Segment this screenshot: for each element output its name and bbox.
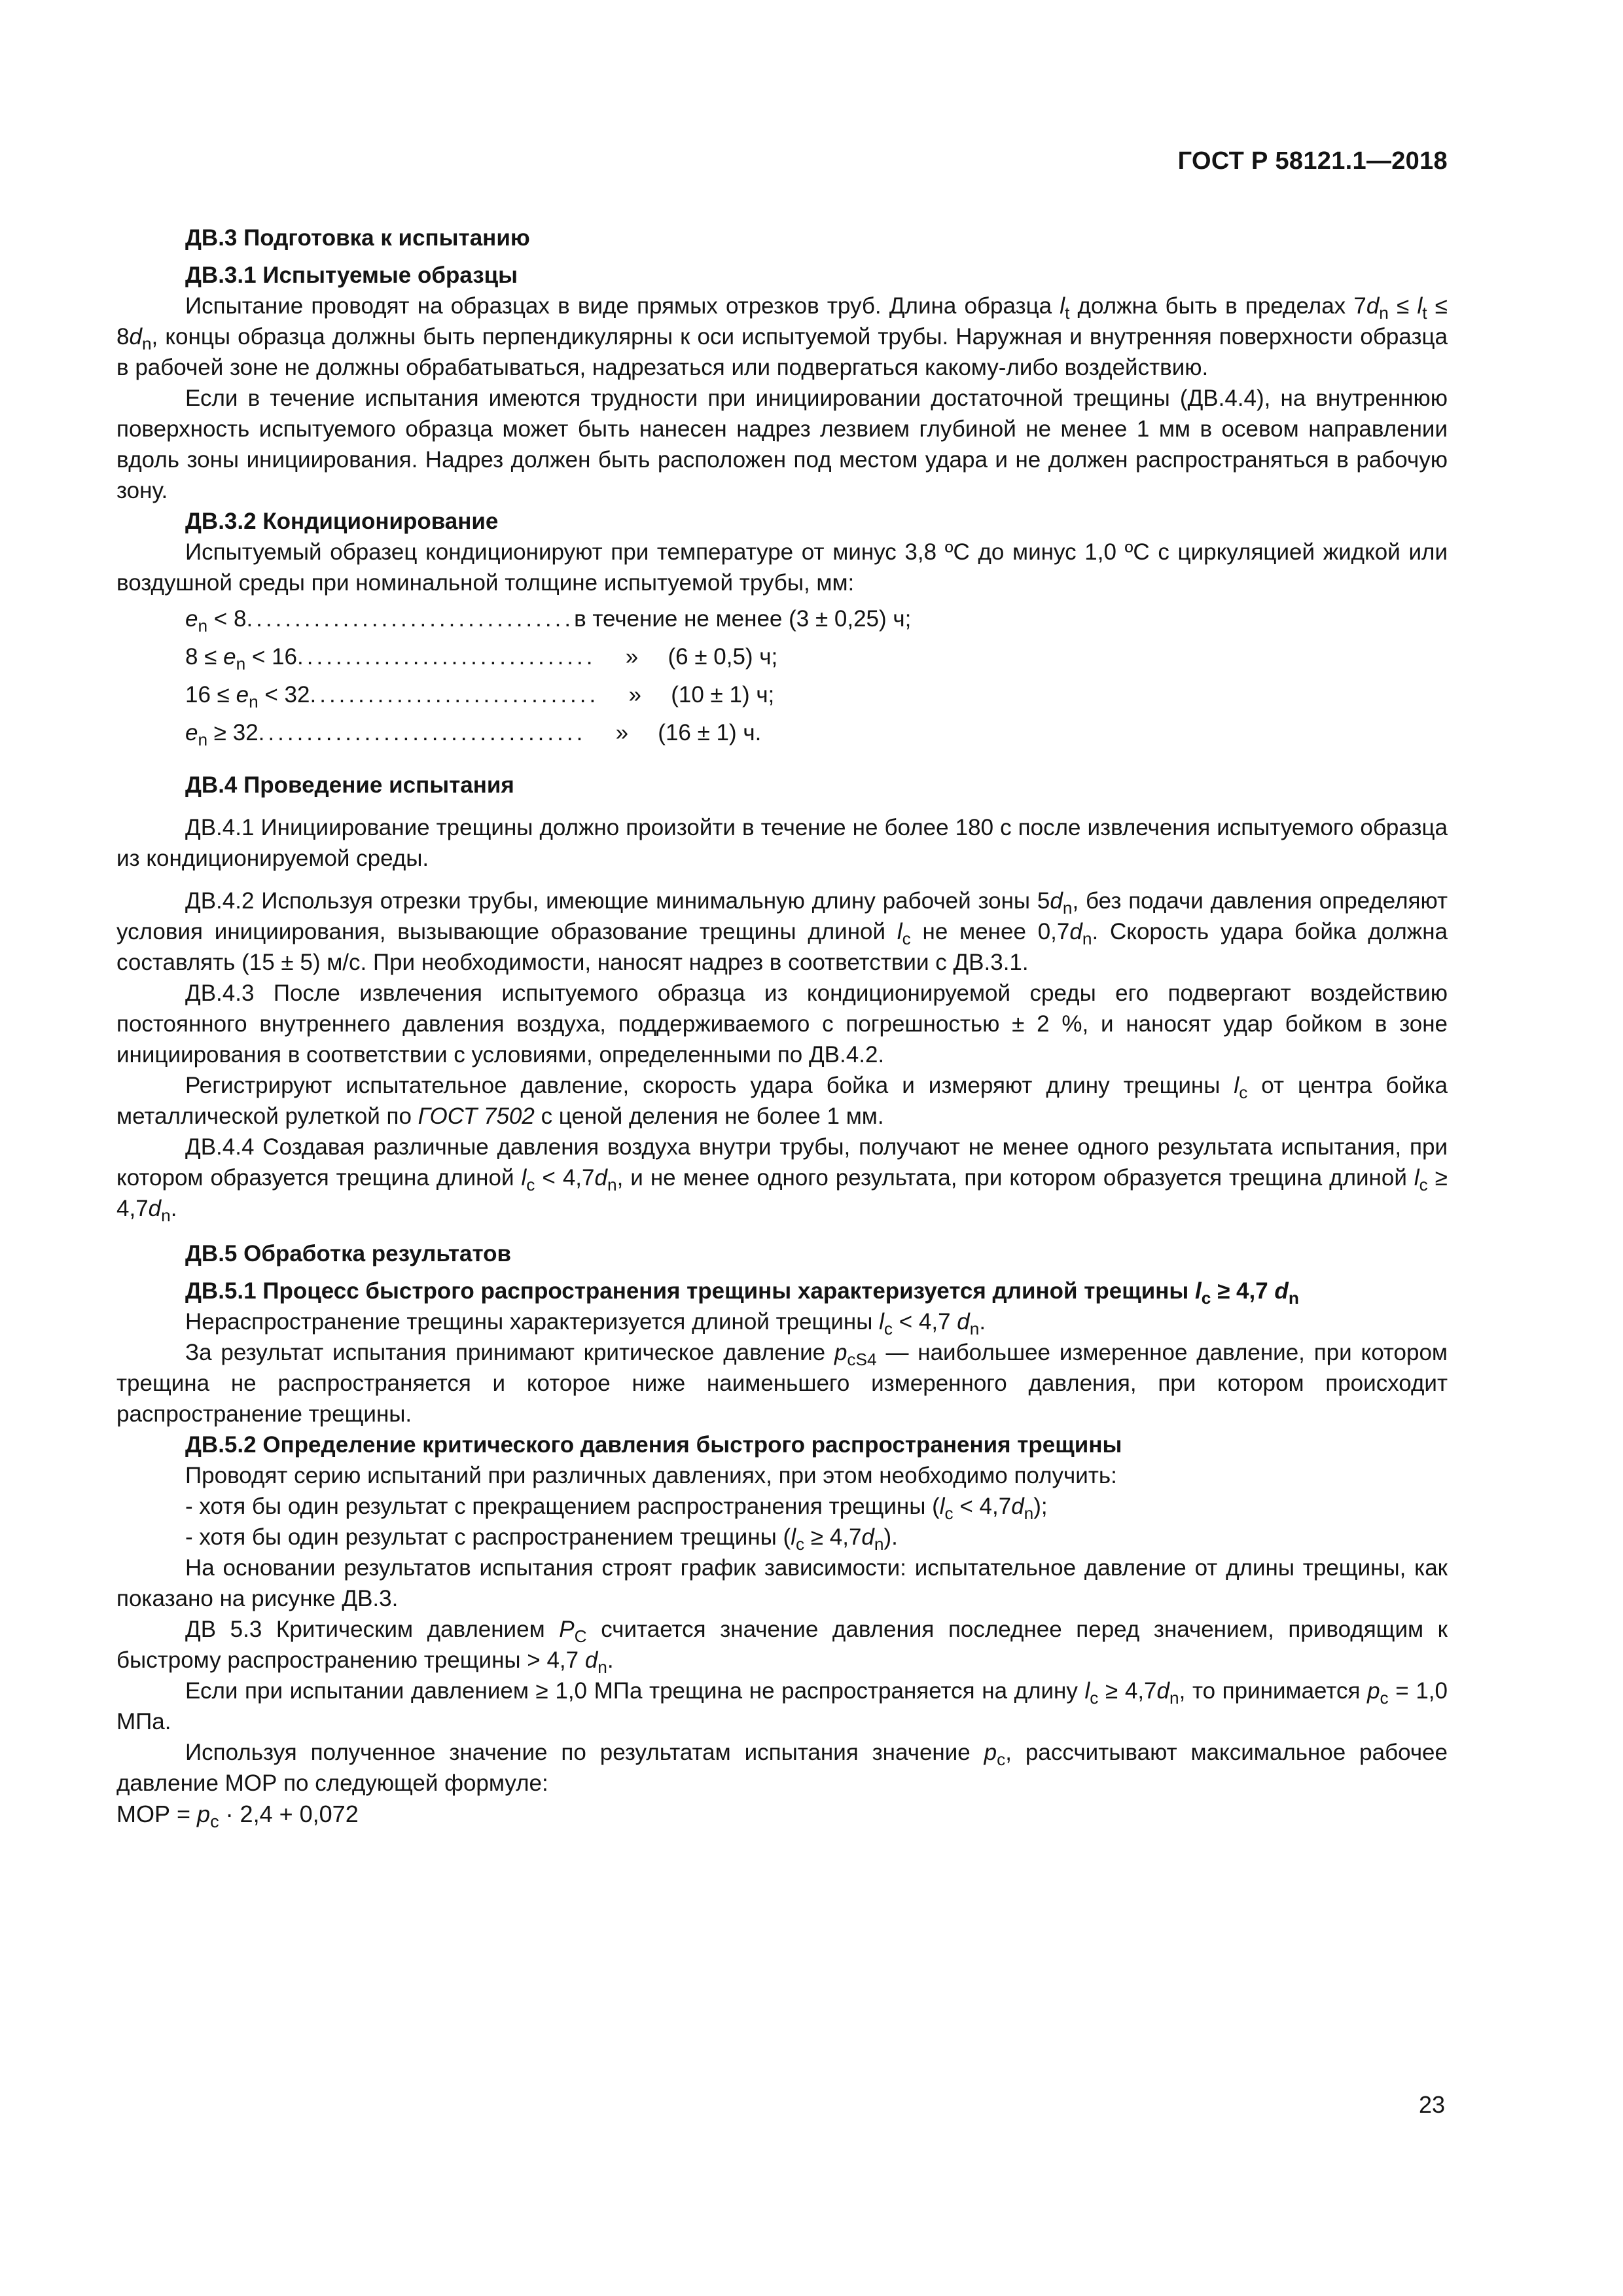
ditto-mark: » [628, 682, 641, 708]
conditioning-time-list [185, 603, 1448, 755]
section-title-dv3-1: ДВ.3.1 Испытуемые образцы [185, 262, 518, 288]
ditto-mark: » [625, 644, 639, 670]
section-title-dv3: ДВ.3 Подготовка к испытанию [185, 225, 530, 251]
paragraph-dv5-1-arrest: Нераспространение трещины характеризуется длиной трещины $l_c < 4,7$ $d_n$. [185, 1309, 986, 1338]
ditto-mark: » [615, 720, 629, 745]
conditioning-row [185, 717, 1448, 755]
conditioning-time: » (10 ± 1) ч; [599, 679, 774, 710]
leader-dots: .............................. [310, 682, 599, 708]
paragraph-dv5-2-series: Проводят серию испытаний при различных давлениях, при этом необходимо получить: [185, 1463, 1117, 1488]
standard-reference: ГОСТ 7502 [418, 1103, 535, 1129]
leader-dots: ............................... [297, 644, 596, 670]
paragraph-dv5-3: ДВ 5.3 Критическим давлением $P_C$ считается значение давления последнее перед значением, приводящим к быстрому распространению трещины > 4,7 $d_n$. [116, 1617, 1448, 1677]
conditioning-row [185, 603, 1448, 641]
leader-dots: .................................. [258, 720, 586, 745]
paragraph-dv5-1-critical-pressure: За результат испытания принимают критическое давление $p_{cS4}$ — наибольшее измеренное давление, при котором трещина не распространяется и которое ниже наименьшего измеренного давления, при котором происходит распространение трещины. [116, 1340, 1448, 1427]
list-item-arrest: - хотя бы один результат с прекращением распространения трещины $(l_c < 4,7d_n)$; [185, 1494, 1048, 1523]
section-title-dv5-1: ДВ.5.1 Процесс быстрого распространения трещины характеризуется длиной трещины $l_c \ge 4,7$ $d_n$ [185, 1278, 1299, 1308]
paragraph-dv5-3-mop: Используя полученное значение по результатам испытания значение $p_c$, рассчитывают максимальное рабочее давление МОР по следующей формуле: [116, 1740, 1448, 1796]
paragraph-dv3-2-conditioning: Испытуемый образец кондиционируют при температуре от минус 3,8 ºС до минус 1,0 ºС с циркуляцией жидкой или воздушной среды при номинальной толщине испытуемой трубы, мм: [116, 539, 1448, 596]
section-title-dv5: ДВ.5 Обработка результатов [185, 1241, 512, 1266]
leader-dots: .................................. [246, 606, 575, 632]
paragraph-dv4-3-register: Регистрируют испытательное давление, скорость удара бойка и измеряют длину трещины $l_c$ от центра бойка металлической рулеткой по ГОСТ 7502 с ценой деления не более 1 мм. [116, 1073, 1448, 1129]
paragraph-dv5-2-graph: На основании результатов испытания строят график зависимости: испытательное давление от длины трещины, как показано на рисунке ДВ.3. [116, 1555, 1448, 1611]
conditioning-time: » (6 ± 0,5) ч; [596, 641, 777, 672]
conditioning-time: » (16 ± 1) ч. [586, 717, 761, 748]
thickness-range: $16 \le e_n < 32$ [185, 682, 310, 711]
mop-formula: МОР = $p_c \cdot 2,4 + 0,072$ [116, 1801, 359, 1832]
thickness-range: $e_n < 8$ [185, 606, 247, 636]
paragraph-dv3-1-samples: Испытание проводят на образцах в виде прямых отрезков труб. Длина образца $l_t$ должна быть в пределах $7d_n \le l_t \le 8d_n$, концы образца должны быть перпендикулярны к оси испытуемой трубы. Наружная и внутренняя поверхности образца в рабочей зоне не должны обрабатываться, надрезаться или подвергаться какому-либо воздействию. [116, 293, 1448, 380]
section-title-dv5-2: ДВ.5.2 Определение критического давления быстрого распространения трещины [185, 1432, 1122, 1458]
document-body [116, 223, 1448, 1832]
conditioning-row [185, 679, 1448, 717]
section-title-dv3-2: ДВ.3.2 Кондиционирование [185, 509, 499, 534]
paragraph-dv4-2: ДВ.4.2 Используя отрезки трубы, имеющие минимальную длину рабочей зоны $5d_n$, без подачи давления определяют условия инициирования, вызывающие образование трещины длиной $l_c$ не менее $0,7d_n$. Скорость удара бойка должна составлять (15 ± 5) м/с. При необходимости, наносят надрез в соответствии с ДВ.3.1. [116, 888, 1448, 975]
thickness-range: $e_n \ge 32$ [185, 720, 259, 749]
paragraph-dv4-4: ДВ.4.4 Создавая различные давления воздуха внутри трубы, получают не менее одного результата испытания, при котором образуется трещина длиной $l_c < 4,7d_n$, и не менее одного результата, при котором образуется трещина длиной $l_c \ge 4,7d_n$. [116, 1134, 1448, 1225]
standard-code-header: ГОСТ Р 58121.1—2018 [1177, 147, 1448, 175]
paragraph-dv3-1-notch: Если в течение испытания имеются трудности при инициировании достаточной трещины (ДВ.4.4), на внутреннюю поверхность испытуемого образца может быть нанесен надрез лезвием глубиной не менее 1 мм в осевом направлении вдоль зоны инициирования. Надрез должен быть расположен под местом удара и не должен распространяться в рабочую зону. [116, 386, 1448, 503]
list-item-propagation: - хотя бы один результат с распространением трещины $(l_c \ge 4,7d_n)$. [185, 1524, 898, 1554]
section-title-dv4: ДВ.4 Проведение испытания [185, 772, 514, 798]
paragraph-dv4-1: ДВ.4.1 Инициирование трещины должно произойти в течение не более 180 с после извлечения испытуемого образца из кондиционируемой среды. [116, 815, 1448, 871]
thickness-range: $8 \le e_n < 16$ [185, 644, 298, 673]
conditioning-row [185, 641, 1448, 679]
conditioning-time: в течение не менее (3 ± 0,25) ч; [574, 606, 912, 632]
paragraph-dv5-3-default: Если при испытании давлением ≥ 1,0 МПа трещина не распространяется на длину $l_c \ge 4,7d_n$, то принимается $p_c = 1,0$ МПа. [116, 1678, 1448, 1734]
page-number: 23 [1418, 2091, 1445, 2118]
paragraph-dv4-3: ДВ.4.3 После извлечения испытуемого образца из кондиционируемой среды его подвергают воздействию постоянного внутреннего давления воздуха, поддерживаемого с погрешностью ± 2 %, и наносят удар бойком в зоне инициирования в соответствии с условиями, определенными по ДВ.4.2. [116, 980, 1448, 1067]
